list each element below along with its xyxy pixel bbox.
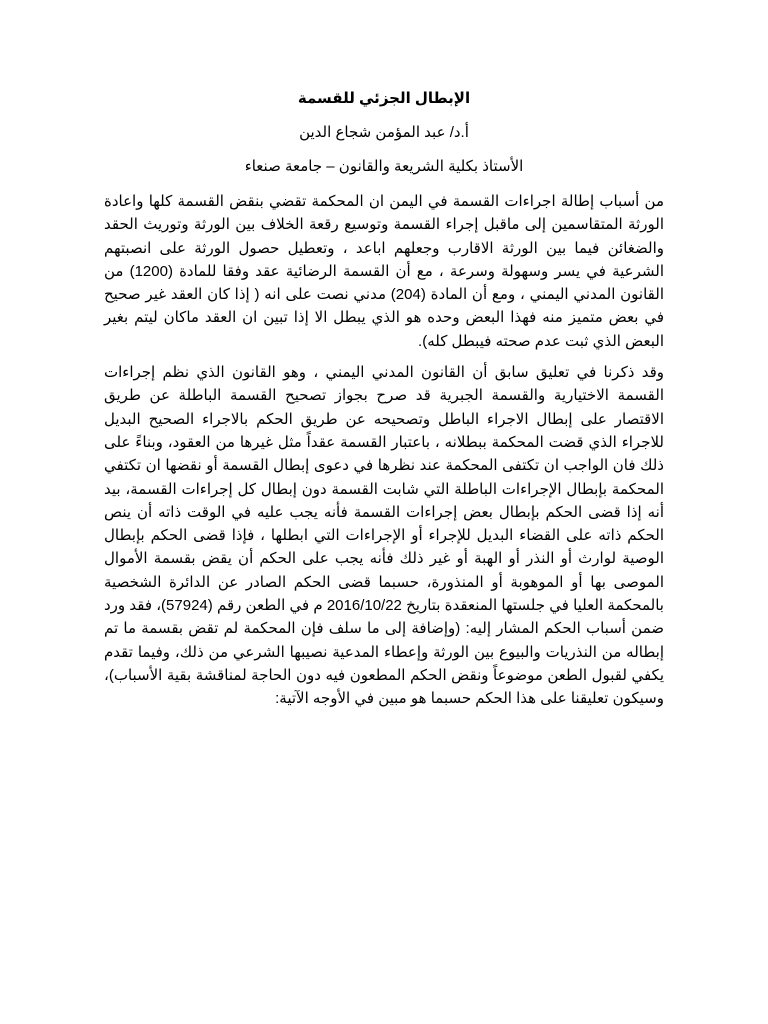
document-title: الإبطال الجزئي للقسمة (297, 90, 471, 107)
author-name: أ.د/ عبد المؤمن شجاع الدين (299, 124, 469, 141)
author-affiliation: الأستاذ بكلية الشريعة والقانون – جامعة صنعاء (244, 158, 524, 175)
paragraph-1: من أسباب إطالة اجراءات القسمة في اليمن ان المحكمة تقضي بنقض القسمة كلها واعادة الورثة المتقاسمين إلى ماقبل إجراء القسمة وتوسيع رقعة الخلاف بين الورثة وتوريث الحقد والضغائن فيما بين الورثة الاقارب وجعلهم اباعد ، وتعطيل حصول الورثة على انصبتهم الشرعية في يسر وسهولة وسرعة ، مع أن القسمة الرضائية عقد وفقا للمادة (1200) من القانون المدني اليمني ، ومع أن المادة (204) مدني نصت على انه ( إذا كان العقد غير صحيح في بعض متميز منه فهذا البعض وحده هو الذي يبطل الا إذا تبين ان العقد ماكان ليتم بغير البعض الذي ثبت عدم صحته فيبطل كله). (104, 193, 664, 350)
paragraph-2: وقد ذكرنا في تعليق سابق أن القانون المدني اليمني ، وهو القانون الذي نظم إجراءات القسمة الاختيارية والقسمة الجبرية قد صرح بجواز تصحيح القسمة الباطلة عن طريق الاقتصار على إبطال الاجراء الباطل وتصحيحه عن طريق الحكم بالاجراء الصحيح البديل للاجراء الذي قضت المحكمة ببطلانه ، باعتبار القسمة عقداً مثل غيرها من العقود، وبناءً على ذلك فان الواجب ان تكتفى المحكمة عند نظرها في دعوى إبطال القسمة أو نقضها ان تكتفي المحكمة بإبطال الإجراءات الباطلة التي شابت القسمة دون إبطال كل إجراءات القسمة، بيد أنه إذا قضى الحكم بإبطال بعض إجراءات القسمة فأنه يجب عليه في الوقت ذاته أن ينص الحكم ذاته على القضاء البديل للإجراء أو الإجراءات التي ابطلها ، فإذا قضى الحكم بإبطال الوصية لوارث أو النذر أو الهبة أو غير ذلك فأنه يجب على الحكم أن يقض بقسمة الأموال الموصى بها أو الموهوبة أو المنذورة، حسبما قضى الحكم الصادر عن الدائرة الشخصية بالمحكمة العليا في جلستها المنعقدة بتاريخ 2016/10/22 م في الطعن رقم (57924)، فقد ورد ضمن أسباب الحكم المشار إليه: (وإضافة إلى ما سلف فإن المحكمة لم تقض بقسمة ما تم إبطاله من النذريات والبيوع بين الورثة وإعطاء المدعية نصيبها الشرعي من ذلك، وفيما تقدم يكفي لقبول الطعن موضوعاً ونقض الحكم المطعون فيه دون الحاجة لمناقشة بقية الأسباب)، وسيكون تعليقنا على هذا الحكم حسبما هو مبين في الأوجه الآتية: (104, 364, 664, 708)
